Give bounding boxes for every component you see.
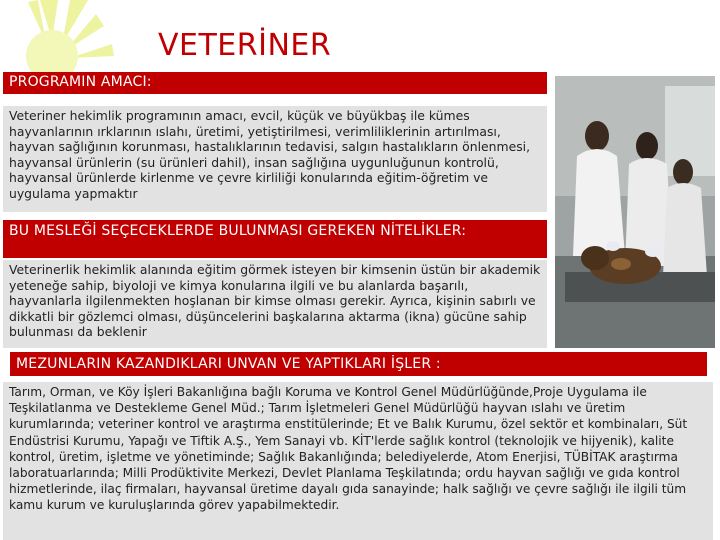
section-body-program-aim: Veteriner hekimlik programının amacı, evcil, küçük ve büyükbaş ile kümes hayvanlarının ırklarının ıslahı, üretimi, yetiştirilmesi, verimliliklerinin artırılması, hayvan sağlığının korunması, hastalıklarının tedavisi, salgın hastalıkların önlenmesi, hayvansal ürünlerin (su ürünleri dahil), insan sağlığına uygunluğunun kontrolü, hayvansal ürünlerde kirlenme ve çevre kirliliği konularında eğitim-öğretim ve uygulama yapmaktır — [3, 106, 547, 212]
section-body-graduates: Tarım, Orman, ve Köy İşleri Bakanlığına bağlı Koruma ve Kontrol Genel Müdürlüğünde,Proje Uygulama ile Teşkilatlanma ve Destekleme Genel Müd.; Tarım İşletmeleri Genel Müdürlüğü hayvan ıslahı ve üretim kurumlarında; veteriner kontrol ve araştırma enstitülerinde; Et ve Balık Kurumu, özel sektör et kombinaları, Süt Endüstrisi Kurumu, Yapağı ve Tiftik A.Ş., Yem Sanayi vb. KİT'lerde sağlık kontrol (teknolojik ve hijyenik), kalite kontrol, üretim, işletme ve yönetiminde; Sağlık Bakanlığında; belediyelerde, Atom Enerjisi, TÜBİTAK araştırma laboratuarlarında; Milli Prodüktivite Merkezi, Devlet Planlama Teşkilatında; ordu hayvan sağlığı ve gıda kontrol hizmetlerinde, ilaç firmaları, hayvansal üretime dayalı gıda sanayinde; halk sağlığı ve çevre sağlığı ile ilgili tüm kamu kurum ve kuruluşlarında görev yapabilmektedir. — [3, 382, 713, 540]
veterinary-photo — [555, 76, 715, 348]
section-body-qualifications: Veterinerlik hekimlik alanında eğitim görmek isteyen bir kimsenin üstün bir akademik yeteneğe sahip, biyoloji ve kimya konularına ilgili ve bu alanlarda başarılı, hayvanlarla ilgilenmekten hoşlanan bir kimse olması gerekir. Ayrıca, kişinin sabırlı ve dikkatli bir gözlemci olması, düşüncelerini başkalarına aktarma (ikna) gücüne sahip bulunması da beklenir — [3, 260, 547, 348]
section-heading-qualifications: BU MESLEĞİ SEÇECEKLERDE BULUNMASI GEREKEN NİTELİKLER: — [3, 220, 547, 258]
section-heading-program-aim: PROGRAMIN AMACI: — [3, 72, 547, 94]
sunburst-logo-icon — [0, 0, 140, 75]
section-heading-graduates: MEZUNLARIN KAZANDIKLARI UNVAN VE YAPTIKLARI İŞLER : — [10, 352, 707, 376]
page-title: VETERİNER — [158, 28, 332, 63]
